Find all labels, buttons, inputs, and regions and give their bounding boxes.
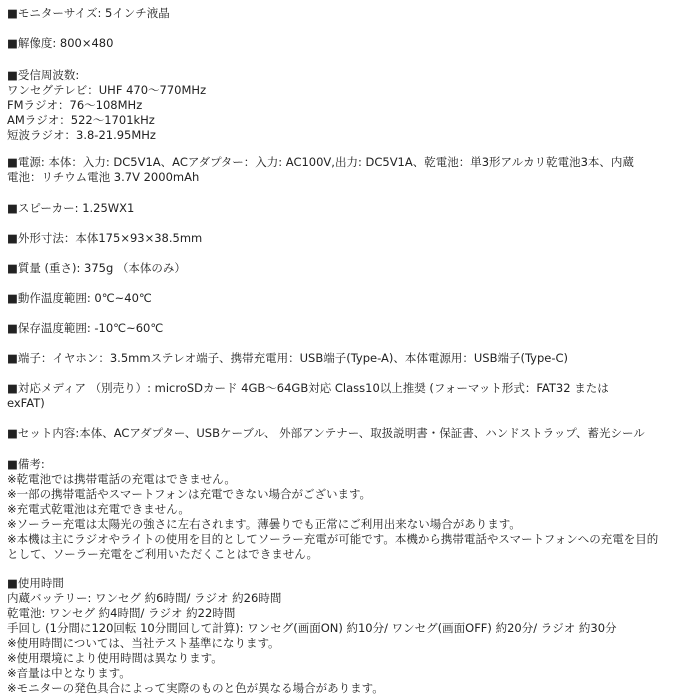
spec-line: ※一部の携帯電話やスマートフォンは充電できない場合がございます。 <box>7 487 372 501</box>
spec-line: 電池：リチウム電池 3.7V 2000mAh <box>7 170 200 184</box>
spec-section <box>7 457 695 562</box>
spec-heading: ■解像度: 800×480 <box>7 36 114 50</box>
spec-line: ※充電式乾電池は充電できません。 <box>7 502 190 516</box>
spec-section <box>7 155 695 185</box>
spec-heading: ■保存温度範囲: -10℃~60℃ <box>7 321 164 335</box>
spec-line: 内蔵バッテリー: ワンセグ 約6時間/ ラジオ 約26時間 <box>7 591 282 605</box>
spec-heading: ■セット内容:本体、ACアダプター、USBケーブル、 外部アンテナー、取扱説明書・保証書、ハンドストラップ、蓄光シール <box>7 426 645 440</box>
spec-line: ※ソーラー充電は太陽光の強さに左右されます。薄曇りでも正常にご利用出来ない場合があります。 <box>7 517 521 531</box>
spec-line: ※乾電池では携帯電話の充電はできません。 <box>7 472 236 486</box>
spec-section <box>7 321 695 336</box>
spec-section <box>7 291 695 306</box>
spec-line: ワンセグテレビ：UHF 470～770MHz <box>7 83 207 97</box>
spec-section <box>7 231 695 246</box>
spec-section <box>7 201 695 216</box>
spec-line: exFAT) <box>7 396 45 410</box>
spec-section <box>7 576 695 696</box>
spec-heading: ■動作温度範囲: 0℃~40℃ <box>7 291 152 305</box>
spec-section <box>7 261 695 276</box>
spec-line: ※本機は主にラジオやライトの使用を目的としてソーラー充電が可能です。本機から携帯電話やスマートフォンへの充電を目的 <box>7 532 659 546</box>
spec-heading: ■備考: <box>7 457 45 471</box>
spec-heading: ■電源: 本体：入力: DC5V1A、ACアダプター：入力: AC100V,出力: DC5V1A、乾電池：単3形アルカリ乾電池3本、内蔵 <box>7 155 634 169</box>
spec-line: ※音量は中となります。 <box>7 666 131 680</box>
spec-heading: ■対応メディア （別売り）: microSDカード 4GB～64GB対応 Class10以上推奨 (フォーマット形式：FAT32 または <box>7 381 609 395</box>
spec-line: 手回し (1分間に120回転 10分間回して計算): ワンセグ(画面ON) 約10分/ ワンセグ(画面OFF) 約20分/ ラジオ 約30分 <box>7 621 617 635</box>
spec-line: ※使用時間については、当社テスト基準になります。 <box>7 636 280 650</box>
spec-line: AMラジオ：522～1701kHz <box>7 113 155 127</box>
spec-section <box>7 36 695 51</box>
spec-heading: ■受信周波数: <box>7 68 80 82</box>
spec-section <box>7 68 695 143</box>
spec-line: ※使用環境により使用時間は異なります。 <box>7 651 223 665</box>
spec-line: FMラジオ：76～108MHz <box>7 98 143 112</box>
spec-section <box>7 351 695 366</box>
spec-heading: ■外形寸法：本体175×93×38.5mm <box>7 231 203 245</box>
spec-heading: ■モニターサイズ: 5インチ液晶 <box>7 6 170 20</box>
spec-line: 短波ラジオ：3.8-21.95MHz <box>7 128 156 142</box>
spec-section <box>7 6 695 21</box>
spec-line: 乾電池: ワンセグ 約4時間/ ラジオ 約22時間 <box>7 606 236 620</box>
spec-heading: ■端子：イヤホン：3.5mmステレオ端子、携帯充電用：USB端子(Type-A)、本体電源用：USB端子(Type-C) <box>7 351 569 365</box>
spec-section <box>7 426 695 441</box>
spec-heading: ■スピーカー: 1.25WX1 <box>7 201 135 215</box>
spec-heading: ■使用時間 <box>7 576 64 590</box>
spec-section <box>7 381 695 411</box>
spec-heading: ■質量 (重さ): 375g （本体のみ） <box>7 261 186 275</box>
spec-line: として、ソーラー充電をご利用いただくことはできません。 <box>7 547 318 561</box>
spec-line: ※モニターの発色具合によって実際のものと色が異なる場合があります。 <box>7 681 384 695</box>
